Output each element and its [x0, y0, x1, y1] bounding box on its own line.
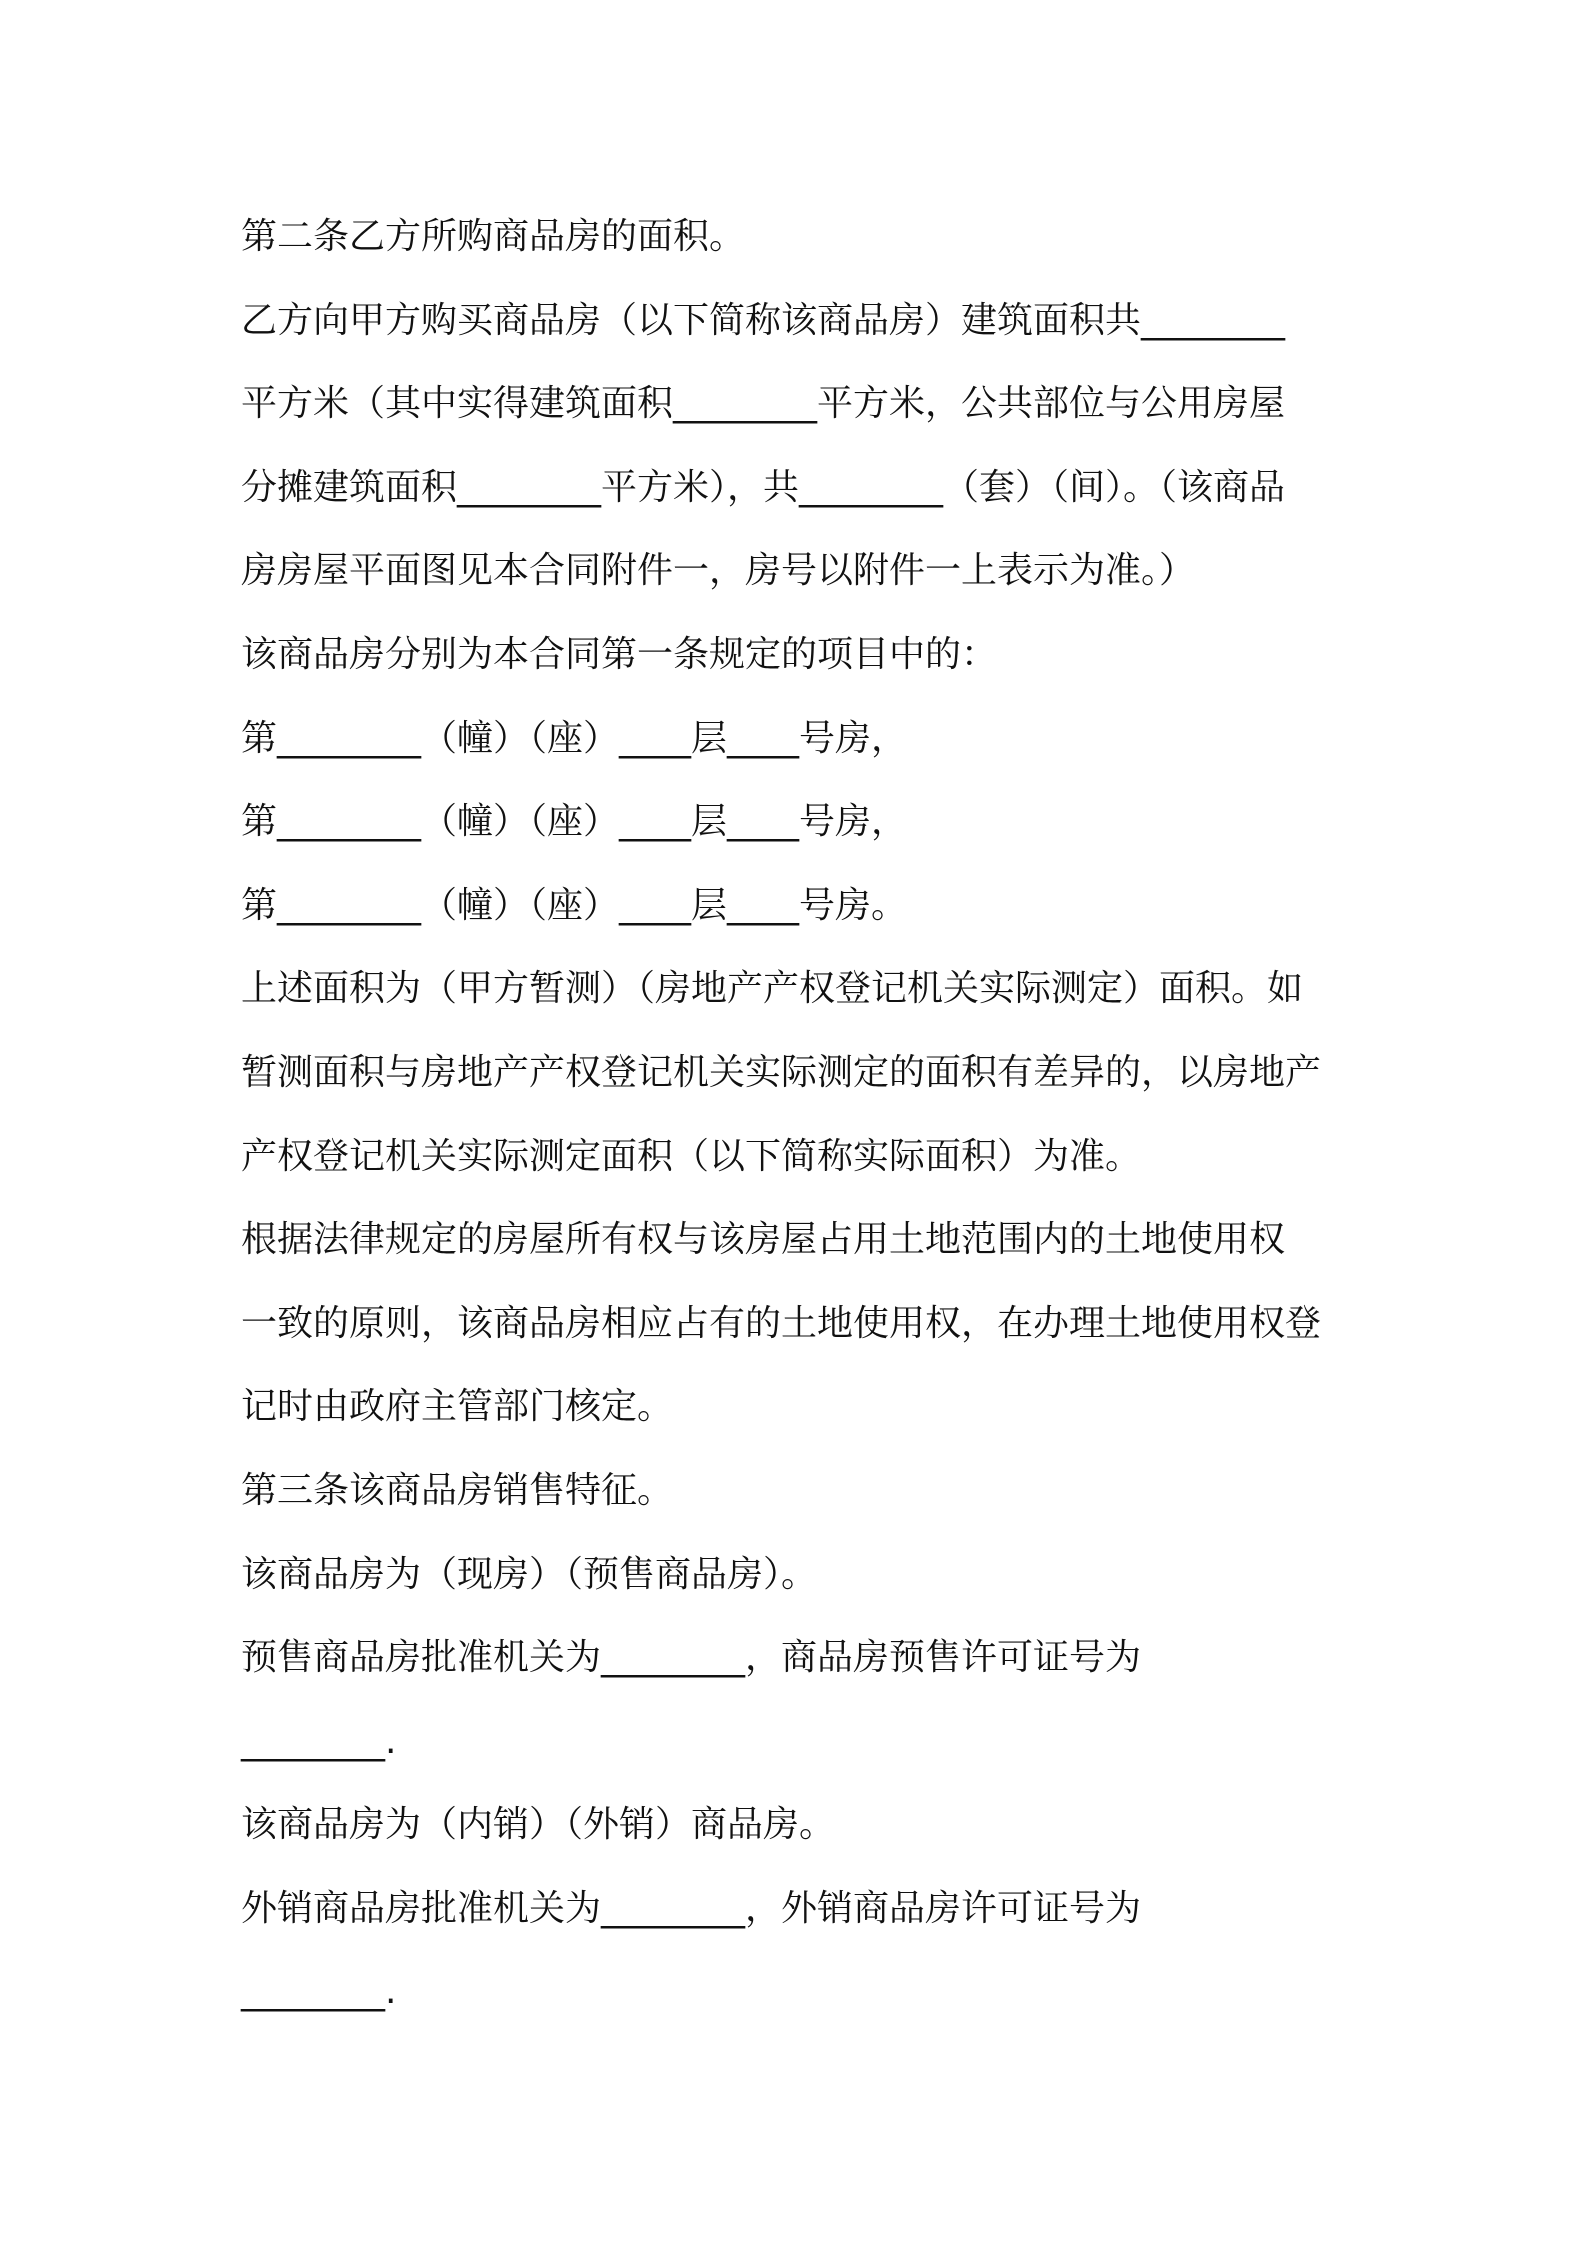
unit-line: 第________（幢）（座）____层____号房，	[241, 801, 908, 843]
paragraph-line: 外销商品房批准机关为________，外销商品房许可证号为	[241, 1887, 1142, 1929]
paragraph-line: 暂测面积与房地产产权登记机关实际测定的面积有差异的，以房地产	[241, 1051, 1322, 1093]
article-two-heading: 第二条乙方所购商品房的面积。	[241, 216, 746, 257]
unit-line: 第________（幢）（座）____层____号房，	[241, 717, 908, 759]
paragraph-line: 该商品房为（内销）（外销）商品房。	[241, 1804, 836, 1846]
paragraph-line: 产权登记机关实际测定面积（以下简称实际面积）为准。	[241, 1135, 1142, 1177]
article-three-heading: 第三条该商品房销售特征。	[241, 1469, 674, 1511]
blank-line: ________.	[241, 1720, 397, 1762]
paragraph-line: 该商品房分别为本合同第一条规定的项目中的：	[241, 633, 998, 675]
blank-line: ________.	[241, 1971, 397, 2013]
paragraph-line: 乙方向甲方购买商品房（以下简称该商品房）建筑面积共________	[241, 299, 1286, 341]
document-body	[241, 195, 1356, 2034]
unit-line: 第________（幢）（座）____层____号房。	[241, 884, 908, 926]
paragraph-line: 记时由政府主管部门核定。	[241, 1386, 674, 1428]
paragraph-line: 该商品房为（现房）（预售商品房）。	[241, 1553, 818, 1595]
paragraph-line: 上述面积为（甲方暂测）（房地产产权登记机关实际测定）面积。如	[241, 968, 1304, 1010]
paragraph-line: 平方米（其中实得建筑面积________平方米，公共部位与公用房屋	[241, 383, 1286, 425]
paragraph-line: 一致的原则，该商品房相应占有的土地使用权，在办理土地使用权登	[241, 1302, 1322, 1344]
paragraph-line: 房房屋平面图见本合同附件一，房号以附件一上表示为准。）	[241, 550, 1196, 592]
paragraph-line: 分摊建筑面积________平方米），共________（套）（间）。（该商品	[241, 466, 1286, 508]
paragraph-line: 根据法律规定的房屋所有权与该房屋占用土地范围内的土地使用权	[241, 1219, 1286, 1261]
paragraph-line: 预售商品房批准机关为________，商品房预售许可证号为	[241, 1637, 1142, 1679]
